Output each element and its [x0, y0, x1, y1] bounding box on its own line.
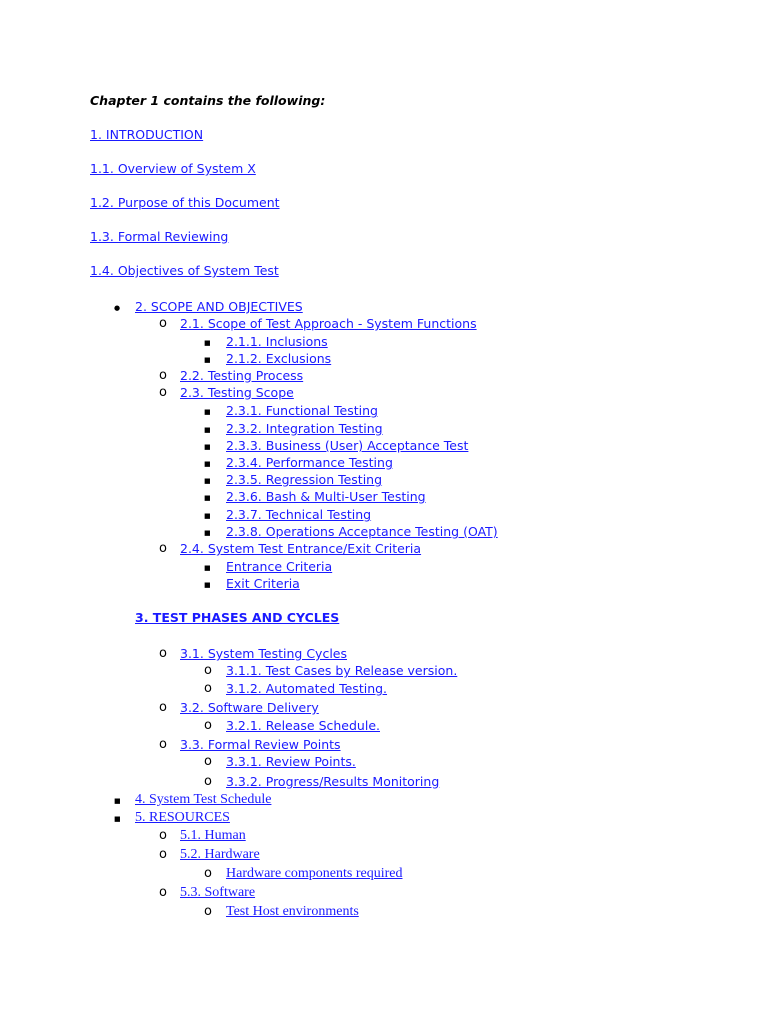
disc-bullet-icon: [114, 299, 120, 316]
circle-bullet-icon: [159, 737, 167, 753]
toc-link-3-3-2[interactable]: 3.3.2. Progress/Results Monitoring: [226, 774, 440, 789]
square-bullet-icon: [204, 559, 211, 576]
toc-link-2-3-1[interactable]: 2.3.1. Functional Testing: [226, 403, 378, 418]
toc-link-5-1[interactable]: 5.1. Human: [180, 828, 246, 843]
circle-bullet-icon: [204, 718, 212, 734]
circle-bullet-icon: [159, 646, 167, 662]
toc-link-objectives[interactable]: 1.4. Objectives of System Test: [90, 263, 279, 278]
square-bullet-icon: [204, 524, 211, 541]
toc-link-formal-reviewing[interactable]: 1.3. Formal Reviewing: [90, 229, 229, 244]
square-bullet-icon: [204, 455, 211, 472]
square-bullet-icon: [204, 351, 211, 368]
toc-link-hardware-components[interactable]: Hardware components required: [226, 866, 403, 881]
toc-link-2-4[interactable]: 2.4. System Test Entrance/Exit Criteria: [180, 541, 422, 556]
toc-link-3-1-1[interactable]: 3.1.1. Test Cases by Release version.: [226, 663, 458, 678]
toc-link-3-2-1[interactable]: 3.2.1. Release Schedule.: [226, 718, 380, 733]
toc-link-entrance-criteria[interactable]: Entrance Criteria: [226, 559, 333, 574]
circle-bullet-icon: [204, 774, 212, 790]
circle-bullet-icon: [159, 385, 167, 401]
circle-bullet-icon: [159, 885, 167, 901]
toc-link-purpose[interactable]: 1.2. Purpose of this Document: [90, 195, 280, 210]
toc-link-3-1[interactable]: 3.1. System Testing Cycles: [180, 646, 348, 661]
toc-link-5-2[interactable]: 5.2. Hardware: [180, 847, 260, 862]
toc-link-resources[interactable]: 5. RESOURCES: [135, 810, 230, 825]
toc-link-2-3-5[interactable]: 2.3.5. Regression Testing: [226, 472, 383, 487]
circle-bullet-icon: [204, 754, 212, 770]
circle-bullet-icon: [159, 541, 167, 557]
square-bullet-icon: [114, 810, 121, 827]
circle-bullet-icon: [204, 663, 212, 679]
toc-link-2-1-1[interactable]: 2.1.1. Inclusions: [226, 334, 328, 349]
square-bullet-icon: [204, 421, 211, 438]
toc-link-test-schedule[interactable]: 4. System Test Schedule: [135, 792, 272, 807]
toc-link-2-3-8[interactable]: 2.3.8. Operations Acceptance Testing (OAT): [226, 524, 498, 539]
toc-link-3-3[interactable]: 3.3. Formal Review Points: [180, 737, 341, 752]
circle-bullet-icon: [204, 866, 212, 882]
toc-link-2-3-4[interactable]: 2.3.4. Performance Testing: [226, 455, 393, 470]
square-bullet-icon: [204, 438, 211, 455]
toc-link-exit-criteria[interactable]: Exit Criteria: [226, 576, 300, 591]
square-bullet-icon: [204, 334, 211, 351]
circle-bullet-icon: [204, 681, 212, 697]
circle-bullet-icon: [159, 828, 167, 844]
toc-link-2-3-3[interactable]: 2.3.3. Business (User) Acceptance Test: [226, 438, 469, 453]
square-bullet-icon: [204, 403, 211, 420]
circle-bullet-icon: [159, 368, 167, 384]
intro-heading: Chapter 1 contains the following:: [90, 93, 326, 108]
square-bullet-icon: [114, 792, 121, 809]
toc-link-3-2[interactable]: 3.2. Software Delivery: [180, 700, 319, 715]
toc-link-2-3-6[interactable]: 2.3.6. Bash & Multi-User Testing: [226, 489, 426, 504]
toc-link-2-3[interactable]: 2.3. Testing Scope: [180, 385, 294, 400]
toc-link-2-3-2[interactable]: 2.3.2. Integration Testing: [226, 421, 383, 436]
circle-bullet-icon: [159, 847, 167, 863]
circle-bullet-icon: [204, 904, 212, 920]
toc-link-overview[interactable]: 1.1. Overview of System X: [90, 161, 256, 176]
toc-link-test-phases[interactable]: 3. TEST PHASES AND CYCLES: [135, 610, 340, 625]
circle-bullet-icon: [159, 700, 167, 716]
toc-link-3-1-2[interactable]: 3.1.2. Automated Testing.: [226, 681, 388, 696]
toc-link-2-3-7[interactable]: 2.3.7. Technical Testing: [226, 507, 372, 522]
toc-link-2-1[interactable]: 2.1. Scope of Test Approach - System Functions: [180, 316, 477, 331]
circle-bullet-icon: [159, 316, 167, 332]
square-bullet-icon: [204, 576, 211, 593]
square-bullet-icon: [204, 507, 211, 524]
toc-link-test-host[interactable]: Test Host environments: [226, 904, 359, 919]
toc-link-5-3[interactable]: 5.3. Software: [180, 885, 256, 900]
toc-link-3-3-1[interactable]: 3.3.1. Review Points.: [226, 754, 356, 769]
square-bullet-icon: [204, 489, 211, 506]
toc-link-scope-objectives[interactable]: 2. SCOPE AND OBJECTIVES: [135, 299, 303, 314]
toc-link-introduction[interactable]: 1. INTRODUCTION: [90, 127, 204, 142]
square-bullet-icon: [204, 472, 211, 489]
toc-link-2-2[interactable]: 2.2. Testing Process: [180, 368, 304, 383]
toc-link-2-1-2[interactable]: 2.1.2. Exclusions: [226, 351, 332, 366]
